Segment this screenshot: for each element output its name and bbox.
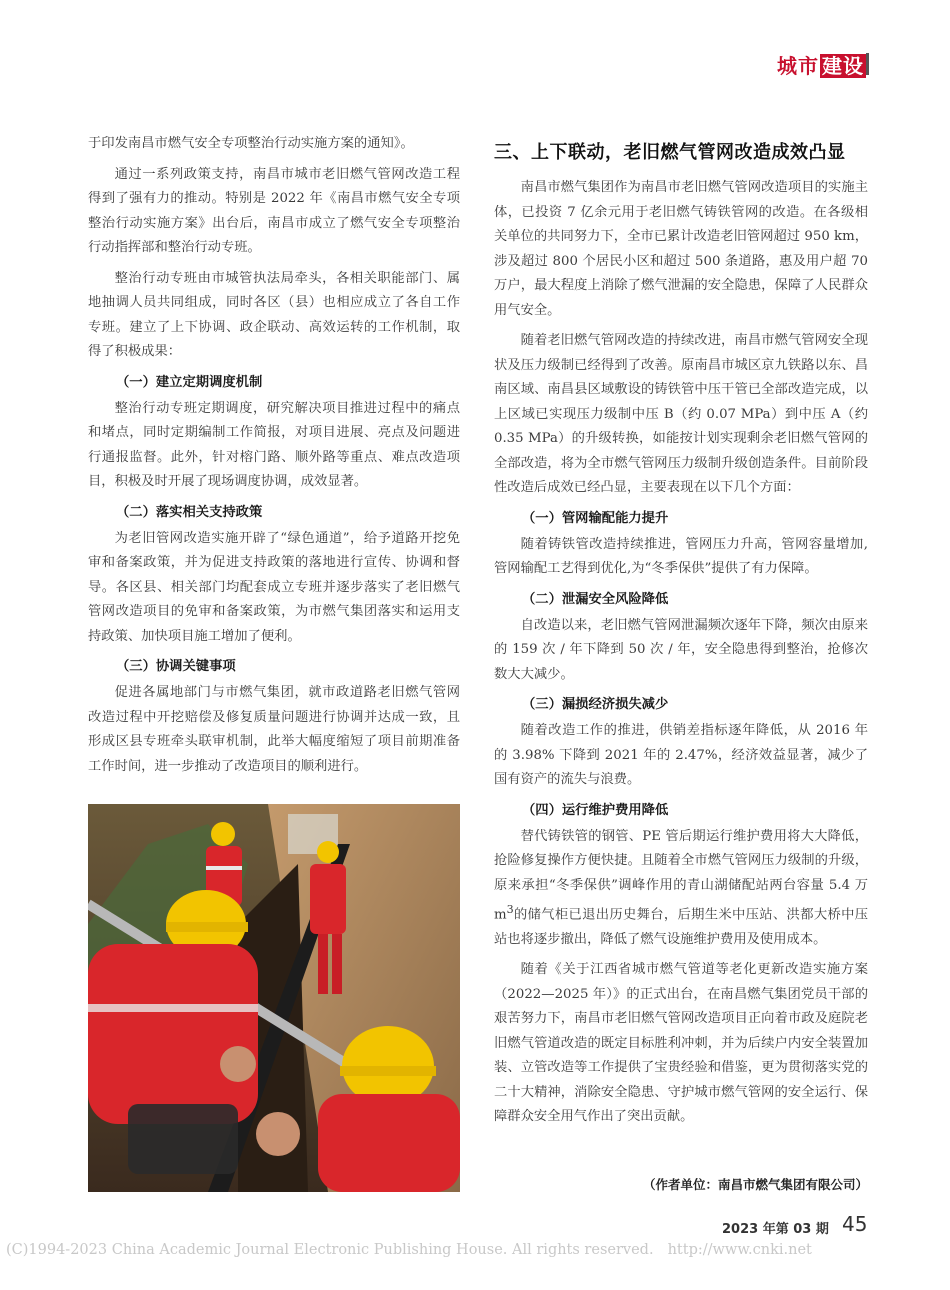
left-paragraph-4: 整治行动专班定期调度，研究解决项目推进过程中的痛点和堵点，同时定期编制工作简报，对项目进展、亮点及问题进行通报监督。此外，针对榕门路、顺外路等重点、难点改造项目，积极及时开展了现场调度协调，成效显著。 bbox=[88, 400, 460, 489]
column-label-b: 建设 bbox=[822, 54, 864, 78]
left-paragraph-2: 通过一系列政策支持，南昌市城市老旧燃气管网改造工程得到了强有力的推动。特别是 2022 年《南昌市燃气安全专项整治行动实施方案》出台后，南昌市成立了燃气安全专项整治行动指挥部和整治行动专班。 bbox=[88, 166, 460, 255]
right-paragraph-1: 南昌市燃气集团作为南昌市老旧燃气管网改造项目的实施主体，已投资 7 亿余元用于老旧燃气铸铁管网的改造。在各级相关单位的共同努力下，全市已累计改造老旧管网超过 950 km，涉及超过 800 个居民小区和超过 500 条道路，惠及用户超 70 万户，最大程度上消除了燃气泄漏的安全隐患，保障了人民群众用气安全。 bbox=[494, 180, 868, 318]
left-paragraph-6: 促进各属地部门与市燃气集团，就市政道路老旧燃气管网改造过程中开挖赔偿及修复质量问题进行协调并达成一致，且形成区县专班牵头联审机制，此举大幅度缩短了项目前期准备工作时间，进一步推动了改造项目的顺利进行。 bbox=[88, 685, 460, 774]
cnki-link[interactable]: http://www.cnki.net bbox=[667, 1242, 812, 1258]
right-paragraph-6-b: 的储气柜已退出历史舞台，后期生米中压站、洪都大桥中压站也将逐步撤出，降低了燃气设施维护费用及使用成本。 bbox=[494, 907, 868, 947]
copyright-footer bbox=[6, 1242, 946, 1258]
left-paragraph-1: 于印发南昌市燃气安全专项整治行动实施方案的通知》。 bbox=[88, 136, 414, 151]
cubic-superscript: 3 bbox=[506, 903, 514, 916]
construction-photo-illustration bbox=[88, 804, 460, 1192]
right-paragraph-3: 随着铸铁管改造持续推进，管网压力升高，管网容量增加,管网输配工艺得到优化,为“冬季保供”提供了有力保障。 bbox=[494, 536, 868, 576]
left-column bbox=[88, 132, 460, 785]
right-subheading-4: （四）运行维护费用降低 bbox=[522, 802, 669, 818]
right-column bbox=[494, 176, 868, 1136]
issue-label: 2023 年第 03 期 bbox=[722, 1222, 829, 1237]
copyright-text: (C)1994-2023 China Academic Journal Electronic Publishing House. All rights reserved. bbox=[6, 1242, 654, 1258]
column-label-a: 城市 bbox=[777, 54, 819, 78]
left-subheading-3: （三）协调关键事项 bbox=[116, 659, 236, 674]
right-paragraph-7: 随着《关于江西省城市燃气管道等老化更新改造实施方案（2022—2025 年）》的正式出台，在南昌燃气集团党员干部的艰苦努力下，南昌市老旧燃气管网改造项目正向着市政及庭院老旧燃气管道改造的既定目标胜利冲刺，并为后续户内安全装置加装、立管改造等工作提供了宝贵经验和借鉴，更为贯彻落实党的二十大精神，消除安全隐患、守护城市燃气管网的安全运行、保障群众安全用气作出了突出贡献。 bbox=[494, 962, 868, 1125]
left-paragraph-3: 整治行动专班由市城管执法局牵头，各相关职能部门、属地抽调人员共同组成，同时各区（县）也相应成立了各自工作专班。建立了上下协调、政企联动、高效运转的工作机制，取得了积极成果： bbox=[88, 270, 460, 359]
right-paragraph-2: 随着老旧燃气管网改造的持续改进，南昌市燃气管网安全现状及压力级制已经得到了改善。原南昌市城区京九铁路以东、昌南区域、南昌县区域敷设的铸铁管中压干管已全部改造完成，以上区域已实现压力级制中压 B（约 0.07 MPa）到中压 A（约 0.35 MPa）的升级转换，如能按计划实现剩余老旧燃气管网的全部改造，将为全市燃气管网压力级制升级创造条件。目前阶段性改造后成效已经凸显，主要表现在以下几个方面： bbox=[494, 333, 868, 495]
right-paragraph-4: 自改造以来，老旧燃气管网泄漏频次逐年下降，频次由原来的 159 次 / 年下降到 50 次 / 年，安全隐患得到整治，抢修次数大大减少。 bbox=[494, 617, 868, 682]
left-subheading-2: （二）落实相关支持政策 bbox=[116, 504, 263, 520]
page-number: 45 bbox=[842, 1212, 868, 1236]
right-paragraph-5: 随着改造工作的推进，供销差指标逐年降低，从 2016 年的 3.98% 下降到 2021 年的 2.47%，经济效益显著，减少了国有资产的流失与浪费。 bbox=[494, 723, 868, 787]
construction-photo bbox=[88, 804, 460, 1192]
header-divider bbox=[866, 53, 869, 75]
right-subheading-3: （三）漏损经济损失减少 bbox=[522, 697, 669, 712]
column-label bbox=[777, 50, 866, 79]
right-subheading-1: （一）管网输配能力提升 bbox=[522, 510, 669, 526]
author-affiliation: （作者单位：南昌市燃气集团有限公司） bbox=[642, 1177, 868, 1192]
left-subheading-1: （一）建立定期调度机制 bbox=[116, 374, 263, 390]
right-paragraph-6-a: 替代铸铁管的钢管、PE 管后期运行维护费用将大大降低，抢险修复操作方便快捷。且随着全市燃气管网压力级制的升级，原来承担“冬季保供”调峰作用的青山湖储配站两台容量 5.4 万 m bbox=[494, 828, 868, 923]
right-paragraph-6 bbox=[494, 825, 868, 953]
section-title: 三、上下联动，老旧燃气管网改造成效凸显 bbox=[494, 142, 846, 163]
right-subheading-2: （二）泄漏安全风险降低 bbox=[522, 591, 669, 607]
left-paragraph-5: 为老旧管网改造实施开辟了“绿色通道”，给予道路开挖免审和备案政策，并为促进支持政策的落地进行宣传、协调和督导。各区县、相关部门均配套成立专班并逐步落实了老旧燃气管网改造项目的免审和备案政策，为市燃气集团落实和运用支持政策、加快项目施工增加了便利。 bbox=[88, 530, 460, 644]
